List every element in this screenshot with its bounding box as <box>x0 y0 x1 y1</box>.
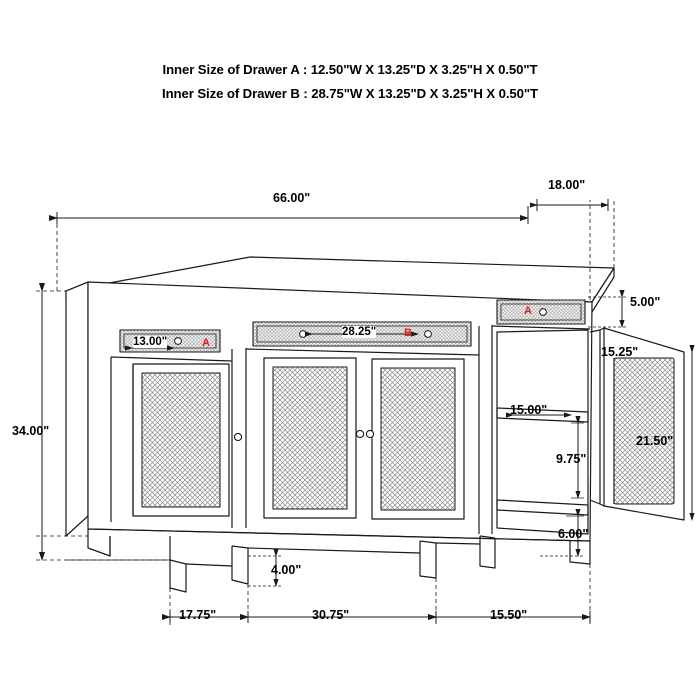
dim-right-door-width: 15.50" <box>490 608 528 622</box>
dim-upper-shelf-gap: 15.25" <box>601 345 639 359</box>
dim-leg-height: 4.00" <box>271 563 302 577</box>
dim-lower-shelf-gap: 9.75" <box>556 452 587 466</box>
drawer-b-spec-text: Inner Size of Drawer B : 28.75"W X 13.25"D X 3.25"H X 0.50"T <box>162 86 538 101</box>
dim-top-drawer-height: 5.00" <box>630 295 661 309</box>
dim-drawer-a-left-width: 13.00" <box>133 336 168 348</box>
drawer-a-spec-text: Inner Size of Drawer A : 12.50"W X 13.25"D X 3.25"H X 0.50"T <box>162 62 538 77</box>
dim-drawer-b-width: 28.25" <box>342 326 377 338</box>
dim-total-height: 34.00" <box>12 424 50 438</box>
dim-door-height: 21.50" <box>636 434 674 448</box>
dim-bottom-gap: 6.00" <box>558 527 589 541</box>
dim-left-door-width: 17.75" <box>179 608 217 622</box>
dim-right-section-width: 18.00" <box>548 178 586 192</box>
dim-shelf-depth: 15.00" <box>510 403 548 417</box>
dim-center-doors-width: 30.75" <box>312 608 350 622</box>
callout-drawer-a-left: A <box>202 337 210 349</box>
callout-drawer-a-right: A <box>524 305 532 317</box>
callout-drawer-b-center: B <box>404 327 412 339</box>
dim-total-width: 66.00" <box>273 191 311 205</box>
